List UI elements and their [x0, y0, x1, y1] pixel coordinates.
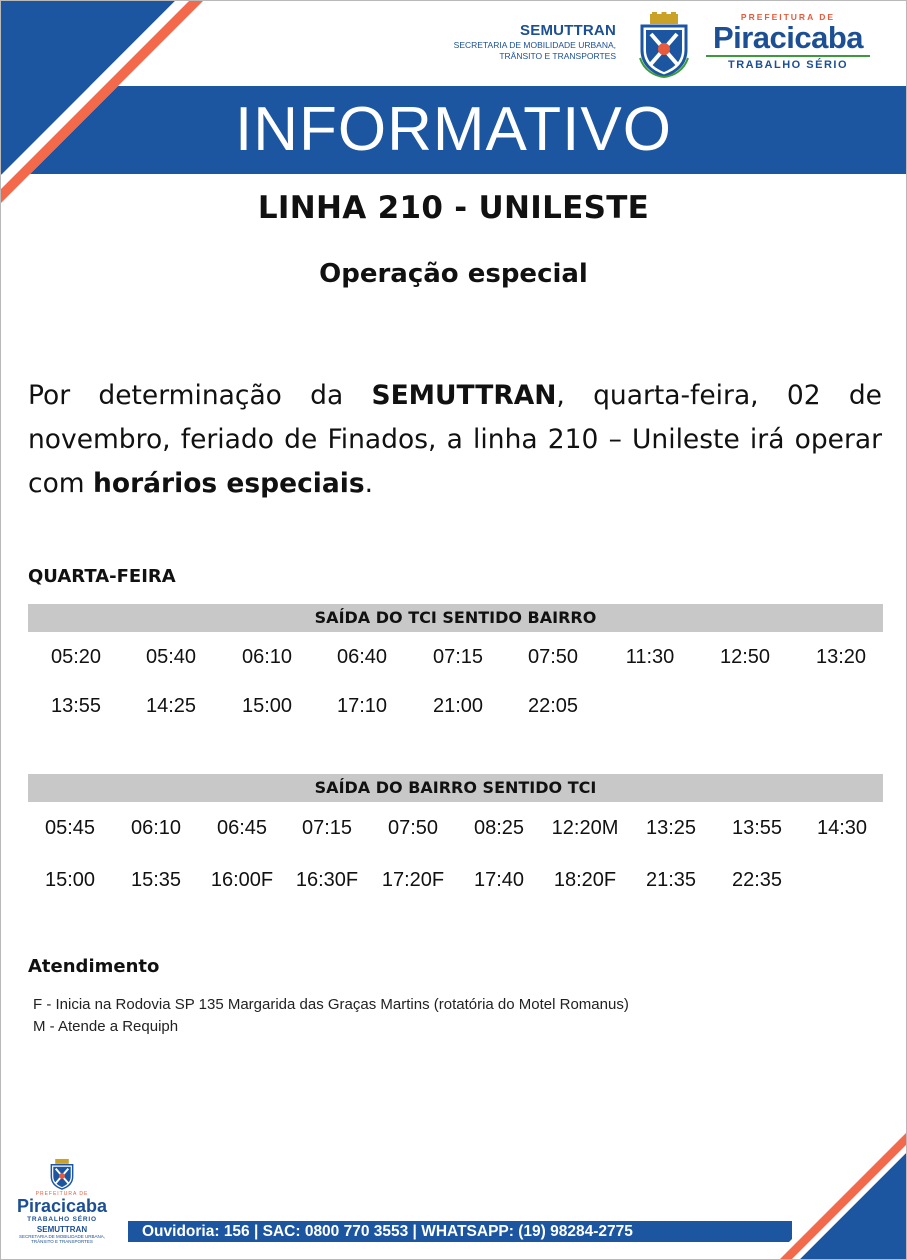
note-m: M - Atende a Requiph [33, 1018, 179, 1035]
departure-time: 16:00F [210, 869, 274, 891]
departure-time: 06:40 [336, 646, 388, 668]
departure-time: 13:20 [815, 646, 867, 668]
departure-time: 22:35 [731, 869, 783, 891]
day-label: QUARTA-FEIRA [28, 566, 176, 587]
departure-time: 07:50 [527, 646, 579, 668]
departure-time: 17:40 [473, 869, 525, 891]
notice-bold-semuttran: SEMUTTRAN [371, 380, 557, 411]
piracicaba-crest-icon [636, 12, 692, 78]
departure-time: 13:55 [50, 695, 102, 717]
contact-bar: Ouvidoria: 156 | SAC: 0800 770 3553 | WHATSAPP: (19) 98284-2775 [128, 1221, 792, 1242]
line-title: LINHA 210 - UNILESTE [257, 190, 650, 226]
departure-time: 08:25 [473, 817, 525, 839]
departure-time: 05:45 [44, 817, 96, 839]
departure-time: 06:45 [216, 817, 268, 839]
logo-divider [706, 55, 870, 57]
footer-semuttran: SEMUTTRAN [36, 1225, 88, 1234]
departure-time: 12:20M [551, 817, 619, 839]
piracicaba-crest-icon [48, 1158, 76, 1190]
departure-time: 21:00 [432, 695, 484, 717]
departure-time: 05:20 [50, 646, 102, 668]
departure-time: 06:10 [130, 817, 182, 839]
corner-stripe-bottom-right [767, 1120, 907, 1260]
departure-time: 17:10 [336, 695, 388, 717]
atendimento-label: Atendimento [28, 956, 160, 977]
schedule-heading-tci-bairro: SAÍDA DO TCI SENTIDO BAIRRO [28, 604, 883, 632]
departure-time: 14:30 [816, 817, 868, 839]
notice-text-1: Por determinação da [28, 380, 372, 411]
departure-time: 06:10 [241, 646, 293, 668]
footer-semuttran-sub-1: SECRETARIA DE MOBILIDADE URBANA, [19, 1234, 105, 1239]
notice-text-3: . [364, 468, 374, 499]
semuttran-subtitle-1: SECRETARIA DE MOBILIDADE URBANA, [453, 40, 616, 50]
departure-time: 07:15 [301, 817, 353, 839]
notice-paragraph [28, 374, 882, 506]
departure-time: 07:15 [432, 646, 484, 668]
notice-bold-horarios: horários especiais [93, 468, 365, 499]
departure-time: 15:35 [130, 869, 182, 891]
departure-time: 13:55 [731, 817, 783, 839]
departure-time: 15:00 [44, 869, 96, 891]
prefeitura-label: PREFEITURA DE [740, 12, 836, 22]
header [0, 0, 907, 86]
departure-time: 13:25 [645, 817, 697, 839]
note-f: F - Inicia na Rodovia SP 135 Margarida das Graças Martins (rotatória do Motel Romanus) [33, 996, 629, 1013]
semuttran-logo [440, 22, 616, 61]
departure-time: 17:20F [381, 869, 445, 891]
departure-time: 11:30 [625, 646, 675, 668]
schedule-heading-bairro-tci: SAÍDA DO BAIRRO SENTIDO TCI [28, 774, 883, 802]
footer-city-name: Piracicaba [16, 1196, 108, 1216]
piracicaba-logo [700, 12, 876, 71]
departure-time: 15:00 [241, 695, 293, 717]
banner-title: INFORMATIVO [235, 95, 672, 164]
footer-slogan: TRABALHO SÉRIO [27, 1216, 97, 1223]
footer-logo [12, 1158, 112, 1244]
footer-prefeitura-label: PREFEITURA DE [35, 1191, 89, 1197]
departure-time: 16:30F [295, 869, 359, 891]
informativo-banner [0, 86, 907, 174]
city-slogan: TRABALHO SÉRIO [728, 59, 848, 71]
departure-time: 05:40 [145, 646, 197, 668]
departure-time: 12:50 [719, 646, 771, 668]
departure-time: 18:20F [553, 869, 617, 891]
semuttran-subtitle-2: TRÂNSITO E TRANSPORTES [499, 51, 616, 61]
departure-time: 14:25 [145, 695, 197, 717]
semuttran-title: SEMUTTRAN [520, 22, 616, 39]
atendimento-notes [33, 994, 629, 1038]
footer-semuttran-sub-2: TRÂNSITO E TRANSPORTES [31, 1239, 93, 1244]
notice-text-2: , quarta-feira, 02 de novembro, feriado de Finados, a linha 210 – Unileste irá operar com [28, 380, 882, 499]
departure-time: 07:50 [387, 817, 439, 839]
city-name: Piracicaba [712, 20, 864, 55]
departure-time: 21:35 [645, 869, 697, 891]
departure-time: 22:05 [527, 695, 579, 717]
operation-subtitle: Operação especial [319, 259, 588, 289]
